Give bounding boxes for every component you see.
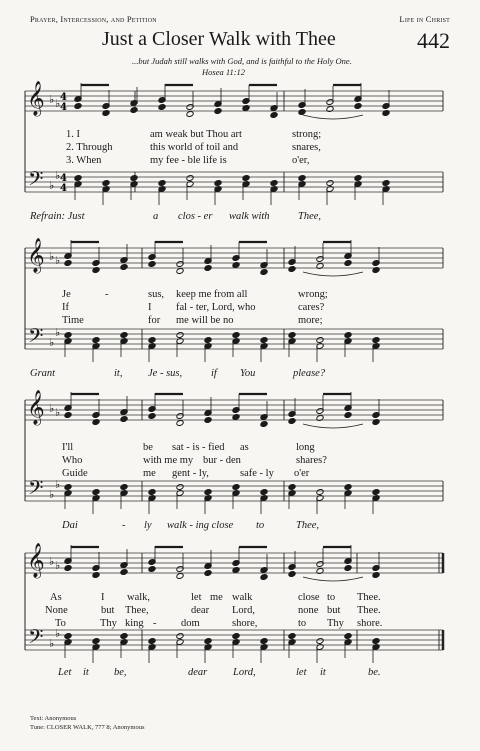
lyric-syllable: Time (62, 315, 84, 326)
lyric-syllable: walk (232, 592, 253, 603)
lyric-syllable: Thee. (357, 605, 381, 616)
svg-text:4: 4 (60, 92, 67, 103)
svg-text:♭: ♭ (55, 254, 61, 267)
refrain-syllable: Let (58, 667, 72, 678)
lyric-syllable: 1. I (66, 129, 80, 140)
refrain-syllable: walk - ing close (167, 520, 234, 531)
lyric-syllable: o'er, (292, 155, 310, 166)
lyric-syllable: Je (62, 289, 71, 300)
lyric-syllable: to (298, 618, 307, 629)
lyric-syllable: but (101, 605, 115, 616)
refrain-syllable: be. (368, 667, 381, 678)
epigraph: ...but Judah still walks with God, and is faithful to the Holy One. (132, 56, 352, 66)
lyric-syllable: - (153, 618, 157, 629)
lyric-syllable: am weak but Thou art (150, 129, 242, 140)
lyric-syllable: gent - ly, (172, 468, 209, 479)
epigraph-reference: Hosea 11:12 (202, 67, 246, 77)
lyric-syllable: dom (181, 618, 200, 629)
lyric-syllable: long (296, 442, 315, 453)
lyric-syllable: fal - ter, Lord, who (176, 302, 256, 313)
lyric-syllable: Lord, (232, 605, 256, 616)
lyric-syllable: shore. (357, 618, 383, 629)
lyric-syllable: I'll (62, 442, 74, 453)
refrain-syllable: clos - er (178, 211, 213, 222)
lyric-syllable: bur - den (203, 455, 241, 466)
svg-text:♭: ♭ (49, 402, 55, 415)
svg-text:4: 4 (60, 102, 67, 113)
refrain-syllable: let (296, 667, 307, 678)
lyric-syllable: Thy (327, 618, 344, 629)
text-credit: Text: Anonymous (30, 715, 77, 722)
refrain-syllable: Thee, (298, 211, 322, 222)
svg-text:𝄞: 𝄞 (27, 390, 45, 425)
svg-text:𝄢: 𝄢 (28, 625, 44, 653)
refrain-syllable: Thee, (296, 520, 320, 531)
lyric-syllable: dear (191, 605, 210, 616)
svg-text:𝄢: 𝄢 (28, 476, 44, 504)
lyric-syllable: sus, (148, 289, 165, 300)
lyric-syllable: I (101, 592, 105, 603)
lyric-syllable: to (327, 592, 336, 603)
svg-text:♭: ♭ (55, 97, 61, 110)
lyric-syllable: None (45, 605, 68, 616)
svg-text:𝄢: 𝄢 (28, 324, 44, 352)
lyric-syllable: let (191, 592, 202, 603)
lyric-syllable: with me my (143, 455, 194, 466)
refrain-syllable: You (240, 368, 256, 379)
lyric-syllable: me (143, 468, 156, 479)
refrain-syllable: it (83, 667, 89, 678)
refrain-syllable: a (153, 211, 159, 222)
lyric-syllable: keep me from all (176, 289, 248, 300)
lyric-syllable: shares? (296, 455, 327, 466)
svg-text:♭: ♭ (49, 179, 55, 192)
lyric-syllable: safe - ly (240, 468, 274, 479)
lyric-syllable: more; (298, 315, 323, 326)
lyric-syllable: Guide (62, 468, 88, 479)
svg-text:𝄞: 𝄞 (27, 81, 45, 116)
lyric-syllable: me (210, 592, 223, 603)
lyric-syllable: my fee - ble life is (150, 155, 227, 166)
svg-text:♭: ♭ (55, 406, 61, 419)
refrain-syllable: be, (114, 667, 127, 678)
refrain-syllable: Refrain: Just (30, 211, 85, 222)
hymn-number: 442 (417, 28, 450, 53)
svg-text:♭: ♭ (49, 250, 55, 263)
refrain-syllable: Je - sus, (148, 368, 183, 379)
lyric-syllable: Thee, (125, 605, 149, 616)
svg-text:♭: ♭ (55, 627, 61, 640)
category-header: Life in Christ (399, 14, 450, 24)
refrain-syllable: Grant (30, 368, 56, 379)
svg-text:𝄞: 𝄞 (27, 543, 45, 578)
lyric-syllable: shore, (232, 618, 258, 629)
refrain-syllable: - (122, 520, 126, 531)
lyric-syllable: me will be no (176, 315, 234, 326)
lyric-syllable: strong; (292, 129, 322, 140)
refrain-syllable: please? (293, 368, 326, 379)
refrain-syllable: it, (114, 368, 123, 379)
lyric-syllable: but (327, 605, 341, 616)
lyric-syllable: Who (62, 455, 83, 466)
svg-text:♭: ♭ (49, 637, 55, 650)
lyric-syllable: this world of toil and (150, 142, 239, 153)
lyric-syllable: walk, (127, 592, 151, 603)
hymn-title: Just a Closer Walk with Thee (102, 28, 336, 50)
svg-text:♭: ♭ (55, 326, 61, 339)
lyric-syllable: for (148, 315, 161, 326)
lyric-syllable: cares? (298, 302, 325, 313)
refrain-syllable: ly (144, 520, 152, 531)
lyric-syllable: close (298, 592, 320, 603)
svg-text:𝄞: 𝄞 (27, 238, 45, 273)
lyric-syllable: - (105, 289, 109, 300)
svg-text:4: 4 (60, 173, 67, 184)
lyric-syllable: snares, (292, 142, 321, 153)
svg-text:♭: ♭ (49, 488, 55, 501)
svg-text:♭: ♭ (55, 169, 61, 182)
refrain-syllable: to (256, 520, 265, 531)
svg-text:♭: ♭ (49, 555, 55, 568)
lyric-syllable: As (50, 592, 62, 603)
refrain-syllable: it (320, 667, 326, 678)
svg-text:♭: ♭ (49, 93, 55, 106)
lyric-syllable: If (62, 302, 69, 313)
svg-text:♭: ♭ (55, 559, 61, 572)
refrain-syllable: Lord, (233, 667, 256, 678)
lyric-syllable: Thee. (357, 592, 381, 603)
lyric-syllable: 3. When (66, 155, 102, 166)
lyric-syllable: none (298, 605, 319, 616)
refrain-syllable: walk with (229, 211, 270, 222)
lyric-syllable: o'er (294, 468, 310, 479)
svg-text:𝄢: 𝄢 (28, 167, 44, 195)
lyric-syllable: sat - is - fied (172, 442, 225, 453)
lyric-syllable: Thy (100, 618, 117, 629)
svg-text:♭: ♭ (55, 478, 61, 491)
refrain-syllable: if (211, 368, 217, 379)
lyric-syllable: be (143, 442, 153, 453)
refrain-syllable: Dai (62, 520, 78, 531)
svg-text:♭: ♭ (49, 336, 55, 349)
svg-text:4: 4 (60, 183, 67, 194)
section-header: Prayer, Intercession, and Petition (30, 14, 157, 24)
lyric-syllable: I (148, 302, 152, 313)
lyric-syllable: as (240, 442, 249, 453)
lyric-syllable: wrong; (298, 289, 328, 300)
refrain-syllable: dear (188, 667, 208, 678)
lyric-syllable: 2. Through (66, 142, 113, 153)
tune-credit: Tune: CLOSER WALK, 777 8; Anonymous (30, 724, 145, 731)
lyric-syllable: To (55, 618, 66, 629)
lyric-syllable: king (125, 618, 144, 629)
